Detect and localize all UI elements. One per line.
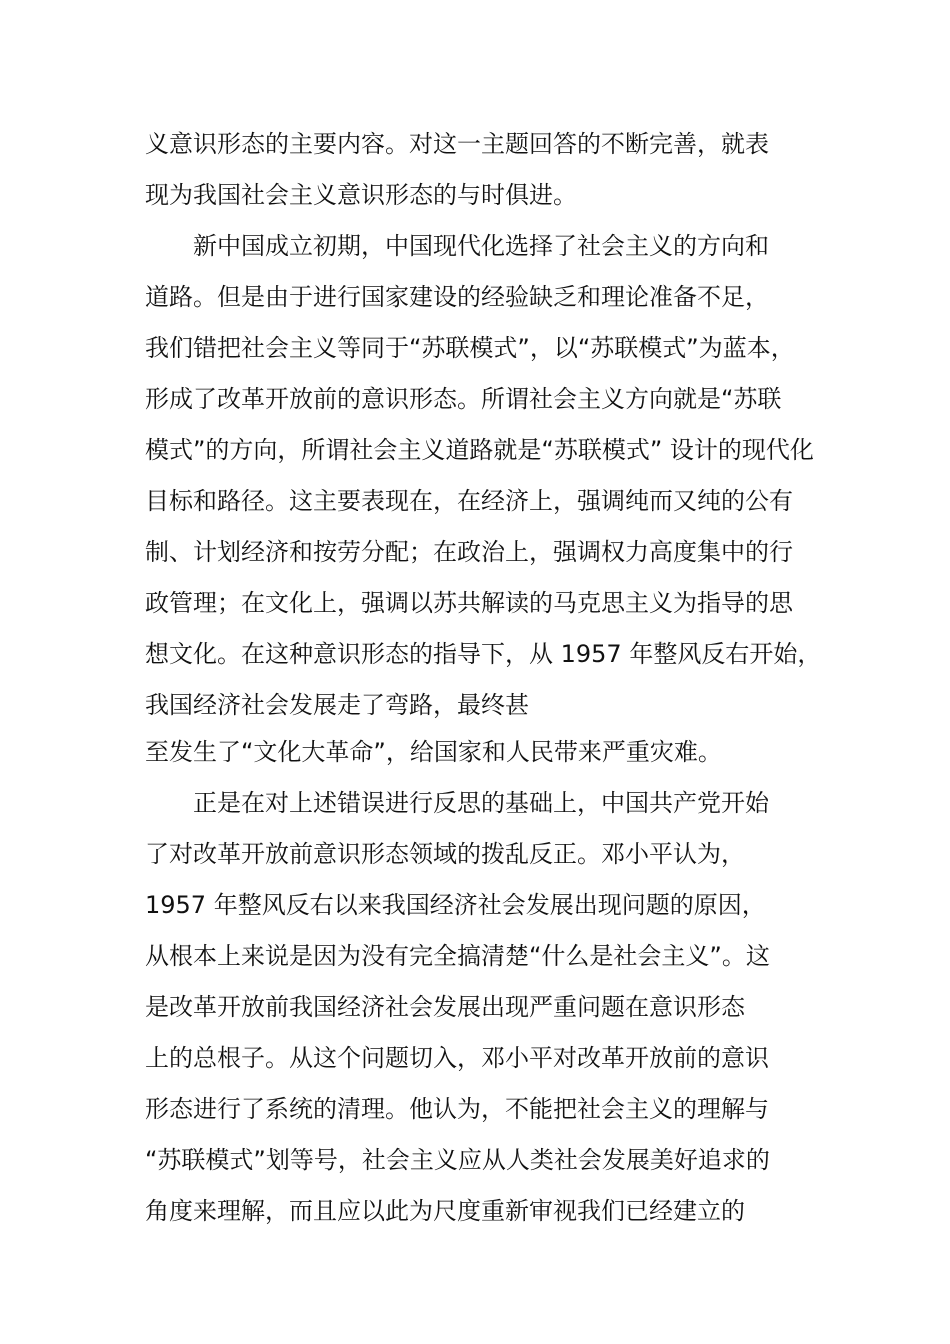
text-line: 目标和路径。这主要表现在，在经济上，强调纯而又纯的公有	[145, 487, 793, 515]
text-line: 现为我国社会主义意识形态的与时俱进。	[145, 181, 577, 209]
text-line: 道路。但是由于进行国家建设的经验缺乏和理论准备不足，	[145, 283, 769, 311]
text-line: 角度来理解，而且应以此为尺度重新审视我们已经建立的	[145, 1197, 745, 1225]
text-line: 义意识形态的主要内容。对这一主题回答的不断完善，就表	[145, 130, 769, 158]
text-line: 形成了改革开放前的意识形态。所谓社会主义方向就是“苏联	[145, 385, 782, 413]
paragraph-first-line: 新中国成立初期，中国现代化选择了社会主义的方向和	[193, 232, 769, 260]
text-line: 从根本上来说是因为没有完全搞清楚“什么是社会主义”。这	[145, 942, 770, 970]
text-line: 上的总根子。从这个问题切入，邓小平对改革开放前的意识	[145, 1044, 769, 1072]
text-line: 模式”的方向，所谓社会主义道路就是“苏联模式” 设计的现代化	[145, 436, 814, 464]
text-line: 想文化。在这种意识形态的指导下，从 1957 年整风反右开始，	[145, 640, 822, 668]
text-line: 制、计划经济和按劳分配；在政治上，强调权力高度集中的行	[145, 538, 793, 566]
text-line: “苏联模式”划等号，社会主义应从人类社会发展美好追求的	[145, 1146, 770, 1174]
text-line: 至发生了“文化大革命”，给国家和人民带来严重灾难。	[145, 738, 722, 766]
text-line: 是改革开放前我国经济社会发展出现严重问题在意识形态	[145, 993, 745, 1021]
text-line: 我们错把社会主义等同于“苏联模式”，以“苏联模式”为蓝本，	[145, 334, 795, 362]
text-line: 我国经济社会发展走了弯路，最终甚	[145, 691, 529, 719]
text-line: 形态进行了系统的清理。他认为，不能把社会主义的理解与	[145, 1095, 769, 1123]
text-line: 政管理；在文化上，强调以苏共解读的马克思主义为指导的思	[145, 589, 793, 617]
paragraph-first-line: 正是在对上述错误进行反思的基础上，中国共产党开始	[193, 789, 769, 817]
text-line: 了对改革开放前意识形态领域的拨乱反正。邓小平认为，	[145, 840, 745, 868]
text-line: 1957 年整风反右以来我国经济社会发展出现问题的原因，	[145, 891, 766, 919]
